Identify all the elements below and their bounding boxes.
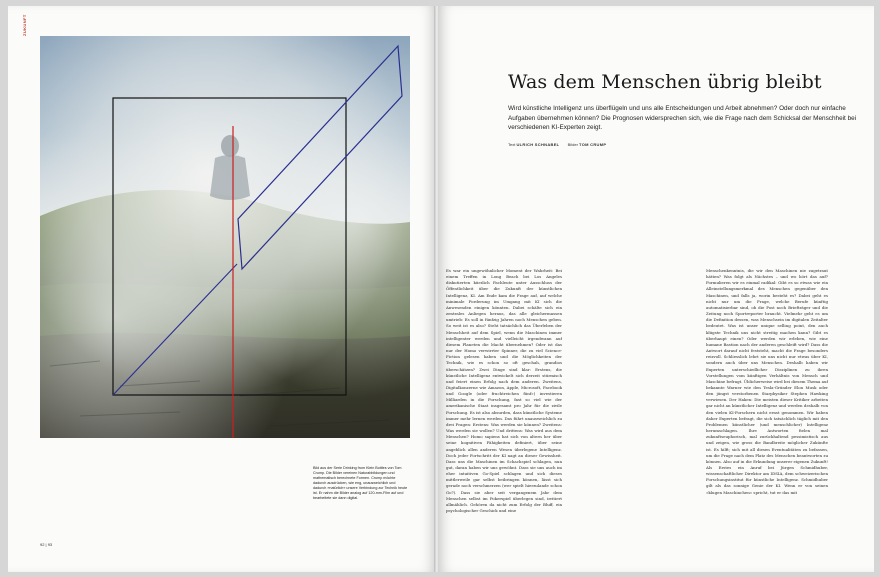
- section-tag: ZUKUNFT: [22, 14, 27, 36]
- photographer-name: TOM CRUMP: [579, 142, 607, 147]
- author-name: ULRICH SCHNABEL: [516, 142, 560, 147]
- article-deck: Wird künstliche Intelligenz uns überflügeln und uns alle Entscheidungen und Arbeit abnehmen? Oder doch nur einfache Aufgaben übernehmen können? Die Prognosen widersprechen sich, wie die Frage nach dem Schicksal der Menschheit bei verschiedenen KI-Experten zeigt.: [508, 105, 857, 132]
- article-credits: [508, 142, 606, 147]
- photo-artwork: [40, 36, 410, 438]
- article-headline: Was dem Menschen übrig bleibt: [508, 71, 822, 93]
- cover-photo: [40, 36, 410, 438]
- right-page: [438, 6, 874, 572]
- text-label: Text: [508, 142, 516, 147]
- page-number: 92 | 93: [40, 542, 53, 547]
- article-body: [438, 268, 874, 568]
- left-page: [8, 6, 436, 572]
- body-column-1: Es war ein ungewöhnlicher Moment der Wahrheit: Bei einem Treffen in Long Beach bei Los Angeles diskutierten kürzlich Fachleute unter Ausschluss der Öffentlichkeit über die Zukunft der künstlichen Intelligenz, KI. Am Ende kam die Frage auf, auf welche minimale Forderung im Umgang mit KI sich die Anwesenden einigen könnten. Dabei schälte sich ein zentrales Anliegen heraus, das alle gleichermassen umtrieb: Es soll in fünfzig Jahren noch Menschen geben. So weit ist es also? Steht tatsächlich das Überleben der Menschheit auf dem Spiel, wenn die Maschinen immer intelligenter werden und vielleicht irgendwann auf diesem Planeten die Macht übernehmen? Oder ist das nur der Homo verwirrter Spinner, die zu viel Science-Fiction gelesen haben und die Möglichkeiten der Technik, wie es schon so oft geschah, grandios überschätzen? Zwei Dinge sind klar: Erstens, die künstliche Intelligenz entwickelt sich derzeit stürmisch und feiert einen Erfolg nach dem anderen. Zweitens, Digitalkonzerne wie Amazon, Apple, Microsoft, Facebook und Google (oder fruchtreichen fünf») investieren Milliarden in die Forschung, fast so viel wie der amerikanische Staat insgesamt pro Jahr für die zivile Forschung. Es ist also absurden, dass künstliche Systeme immer mehr lernen werden. Das führt unausweichlich zu drei Fragen: Erstens: Was werden sie können? Zweitens: Was werden sie wollen? Und drittens: Was wird aus dem Menschen? Homo sapiens hat sich von altern her über seine kognitiven Fähigkeiten definiert, über seine angeblich allen anderen Wesen überlegene Intelligenz. Doch jeder Fortschritt der KI nagt an dieser Gewissheit. Dass uns die Maschinen im Schachspiel schlagen, nun gut, daran haben wir uns gewöhnt. Dass sie uns auch im eher intuitiven Go-Spiel schlagen und sich dieses mittlerweile gar selbst beibringen können, lässt sich gerade noch verschmerzen (wer spielt hierzulande schon Go?). Dass sie aber seit vergangenem Jahr dem Menschen selbst im Pokerspiel überlegen sind, irritiert allmählich. Gehören da nicht zum Erfolg der Bluff, ein psychologischer Geschick und eine: [446, 268, 562, 514]
- image-label: Bilder: [567, 142, 578, 147]
- photo-caption: Bild aus der Serie Drinking from Klein Bottles von Tom Crump. Die Bilder vereinen Naturabbildungen und mathematisch berechnete Formen. Crump möchte dadurch ausdrücken, wie eng, unausweichlich und dadurch »natürlich« unsere Verbindung zur Technik heute ist. Er nahm die Bilder analog auf 120-mm-Film auf und bearbeitete sie dann digital.: [313, 466, 408, 500]
- body-column-2: Menschenkenntnis, die wir den Maschinen nie zugetraut hätten? Was folgt als Nächstes – und wo hört das auf? Formulieren wir es einmal radikal: Gibt es so etwas wie ein Alleinstellungsmerkmal des Menschen gegenüber den Maschinen, und falls ja, worin besteht es? Dabei geht es nicht nur um die Frage, welche Berufe künftig automatisierbar sind, ob die Post noch Briefträger und die Zeitung noch Sportreporter braucht. Vielmehr geht es um die Definition dessen, was Menschsein im digitalen Zeitalter bedeutet. Was ist unser unique selling point, den auch klügste Technik uns nicht streitig machen kann? Gibt es überhaupt einen? Oder werden wir erleben, wie eine humane Bastion nach der anderen geschleift wird? Dass die Antwort darauf nicht feststeht, macht die Frage besonders reizvoll. Schliesslich lehrt sie uns nicht nur etwas über KI, sondern auch über uns Menschen. Deshalb haben wir Experten unterschiedlicher Disziplinen zu ihren Vorstellungen vom künftigen Verhältnis von Mensch und Maschine befragt. Üblicherweise wird bei diesem Thema auf bekannte Warner wie den Tesla-Gründer Elon Musk oder den jüngst verstorbenen Starphysiker Stephen Hawking verwiesen. Der Haken: Die meisten dieser Kritiker arbeiten gar nicht an künstlicher Intelligenz und werden deshalb von den vielen KI-Forschern nicht ernst genommen. Wir haben daher Experten befragt, die sich tatsächlich täglich mit den Problemen künstlicher (und menschlicher) Intelligenz herumschlagen. Ihre Antworten fielen mal zukunftseuphorisch, mal zurückhaltend pessimistisch aus und zeigen, wie gross die Bandbreite möglicher Zukünfte ist. Es hilft; sich mit all diesen Eventualitäten zu befassen, um die Frage nach dem Platz des Menschen beantworten zu können. Also auf in die Erkundung unserer eigenen Zukunft! Als Erstes ein Anruf bei Jürgen Schmidhuber, wissenschaftlicher Direktor am IDSIA, dem schweizerischen Forschungsinstitut für künstliche Intelligenz. Schmidhuber gilt als das sonnige Genie der KI. Wenn er von seinen »klugen Maschinchen« spricht, tut er das mit: [706, 268, 828, 495]
